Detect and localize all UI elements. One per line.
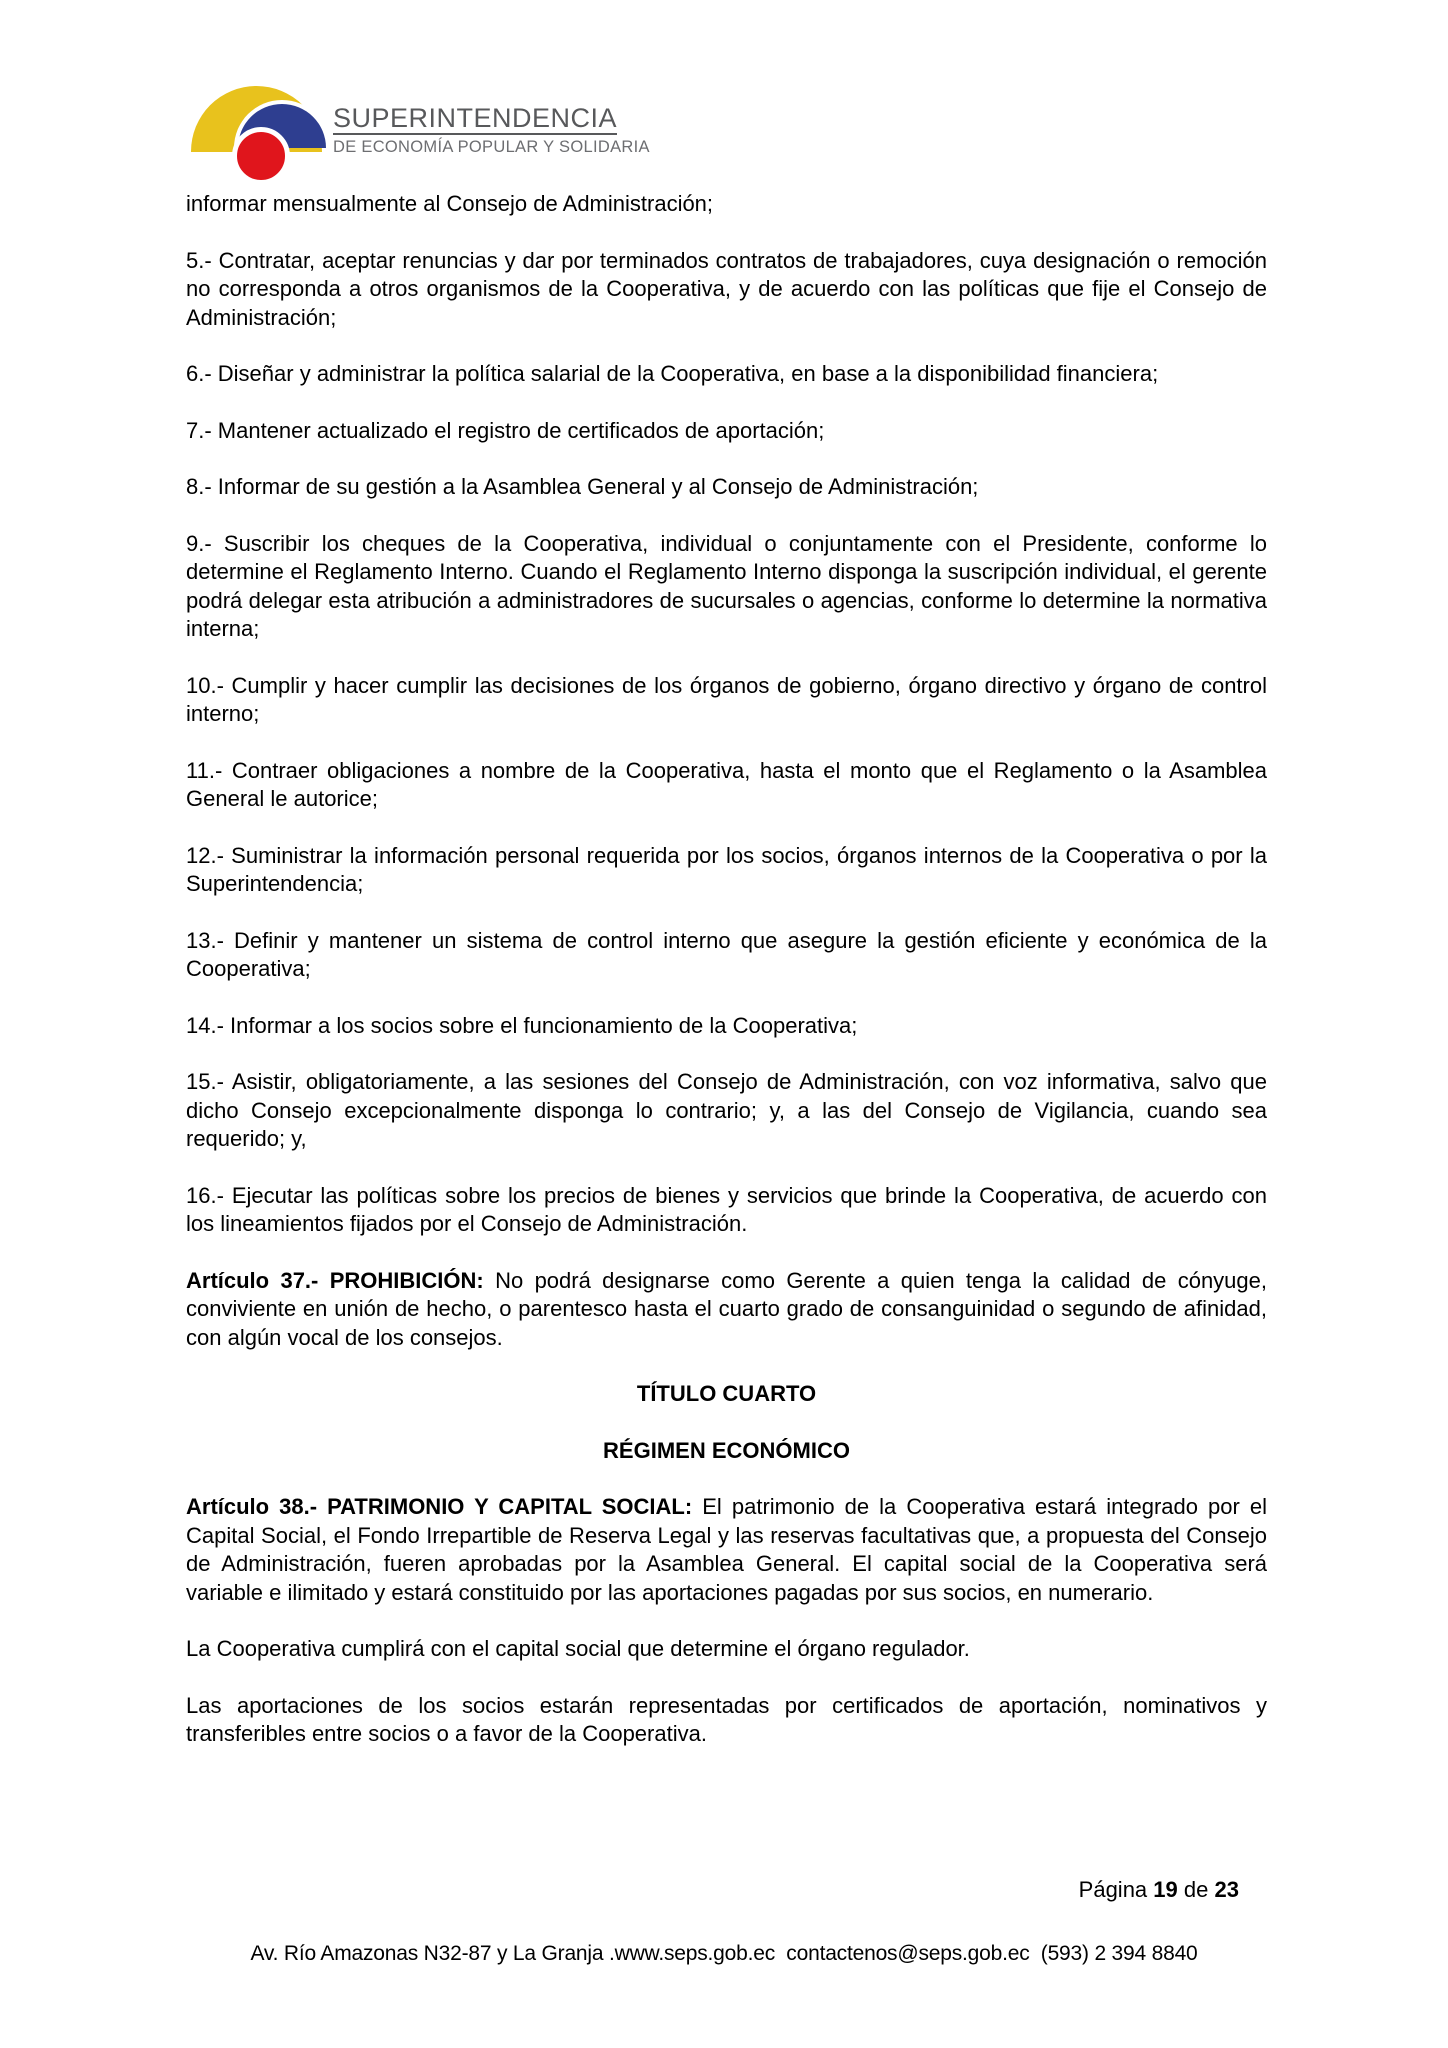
paragraph: Artículo 37.- PROHIBICIÓN: No podrá designarse como Gerente a quien tenga la calidad de cónyuge, conviviente en unión de hecho, o parentesco hasta el cuarto grado de consanguinidad o segundo de afinidad, con algún vocal de los consejos.: [186, 1267, 1267, 1350]
page-number-total: 23: [1214, 1877, 1239, 1902]
logo-subtitle: DE ECONOMÍA POPULAR Y SOLIDARIA: [333, 138, 650, 157]
seps-logo-icon: [191, 86, 341, 190]
footer-address: Av. Río Amazonas N32-87 y La Granja .www.seps.gob.ec contactenos@seps.gob.ec (593) 2 394 8840: [250, 1942, 1198, 1965]
paragraph: informar mensualmente al Consejo de Administración;: [186, 191, 714, 216]
page-number-sep: de: [1183, 1877, 1209, 1902]
paragraph: 8.- Informar de su gestión a la Asamblea General y al Consejo de Administración;: [186, 474, 979, 499]
paragraph: 6.- Diseñar y administrar la política salarial de la Cooperativa, en base a la disponibilidad financiera;: [186, 361, 1159, 386]
logo-text: [333, 104, 753, 157]
section-title: TÍTULO CUARTO: [636, 1381, 817, 1406]
article-label: Artículo 38.- PATRIMONIO Y CAPITAL SOCIAL:: [186, 1494, 693, 1519]
paragraph: Artículo 38.- PATRIMONIO Y CAPITAL SOCIAL: El patrimonio de la Cooperativa estará integrado por el Capital Social, el Fondo Irrepartible de Reserva Legal y las reservas facultativas que, a propuesta del Consejo de Administración, fueren aprobadas por la Asamblea General. El capital social de la Cooperativa será variable e ilimitado y estará constituido por las aportaciones pagadas por sus socios, en numerario.: [186, 1494, 1268, 1605]
paragraph: 7.- Mantener actualizado el registro de certificados de aportación;: [186, 417, 825, 443]
page-number-current: 19: [1153, 1877, 1178, 1902]
paragraph: 11.- Contraer obligaciones a nombre de la Cooperativa, hasta el monto que el Reglamento o la Asamblea General le autorice;: [186, 757, 1267, 811]
paragraph: 12.- Suministrar la información personal requerida por los socios, órganos internos de la Cooperativa o por la Superintendencia;: [186, 842, 1267, 896]
page-number: [186, 1876, 1239, 1904]
paragraph: 15.- Asistir, obligatoriamente, a las sesiones del Consejo de Administración, con voz informativa, salvo que dicho Consejo excepcionalmente disponga lo contrario; y, a las del Consejo de Vigilancia, cuando sea requerido; y,: [186, 1069, 1267, 1151]
logo-title: SUPERINTENDENCIA: [333, 104, 617, 135]
paragraph: 5.- Contratar, aceptar renuncias y dar por terminados contratos de trabajadores, cuya designación o remoción no corresponda a otros organismos de la Cooperativa, y de acuerdo con las políticas que fije el Consejo de Administración;: [186, 247, 1267, 330]
paragraph: Las aportaciones de los socios estarán representadas por certificados de aportación, nominativos y transferibles entre socios o a favor de la Cooperativa.: [186, 1692, 1267, 1746]
page-number-label: Página: [1078, 1877, 1148, 1902]
paragraph: La Cooperativa cumplirá con el capital social que determine el órgano regulador.: [186, 1636, 970, 1661]
paragraph: 9.- Suscribir los cheques de la Cooperativa, individual o conjuntamente con el Presidente, conforme lo determine el Reglamento Interno. Cuando el Reglamento Interno disponga la suscripción individual, el gerente podrá delegar esta atribución a administradores de sucursales o agencias, conforme lo determine la normativa interna;: [186, 530, 1267, 641]
paragraph: 14.- Informar a los socios sobre el funcionamiento de la Cooperativa;: [186, 1012, 858, 1038]
article-label: Artículo 37.- PROHIBICIÓN:: [186, 1267, 484, 1293]
logo-red-circle-icon: [232, 127, 290, 185]
document-body: [186, 190, 1267, 1777]
paragraph: 10.- Cumplir y hacer cumplir las decisiones de los órganos de gobierno, órgano directivo y órgano de control interno;: [186, 672, 1267, 726]
paragraph: 13.- Definir y mantener un sistema de control interno que asegure la gestión eficiente y económica de la Cooperativa;: [186, 927, 1267, 981]
paragraph: 16.- Ejecutar las políticas sobre los precios de bienes y servicios que brinde la Cooperativa, de acuerdo con los lineamientos fijados por el Consejo de Administración.: [186, 1182, 1267, 1236]
section-title: RÉGIMEN ECONÓMICO: [603, 1437, 850, 1463]
